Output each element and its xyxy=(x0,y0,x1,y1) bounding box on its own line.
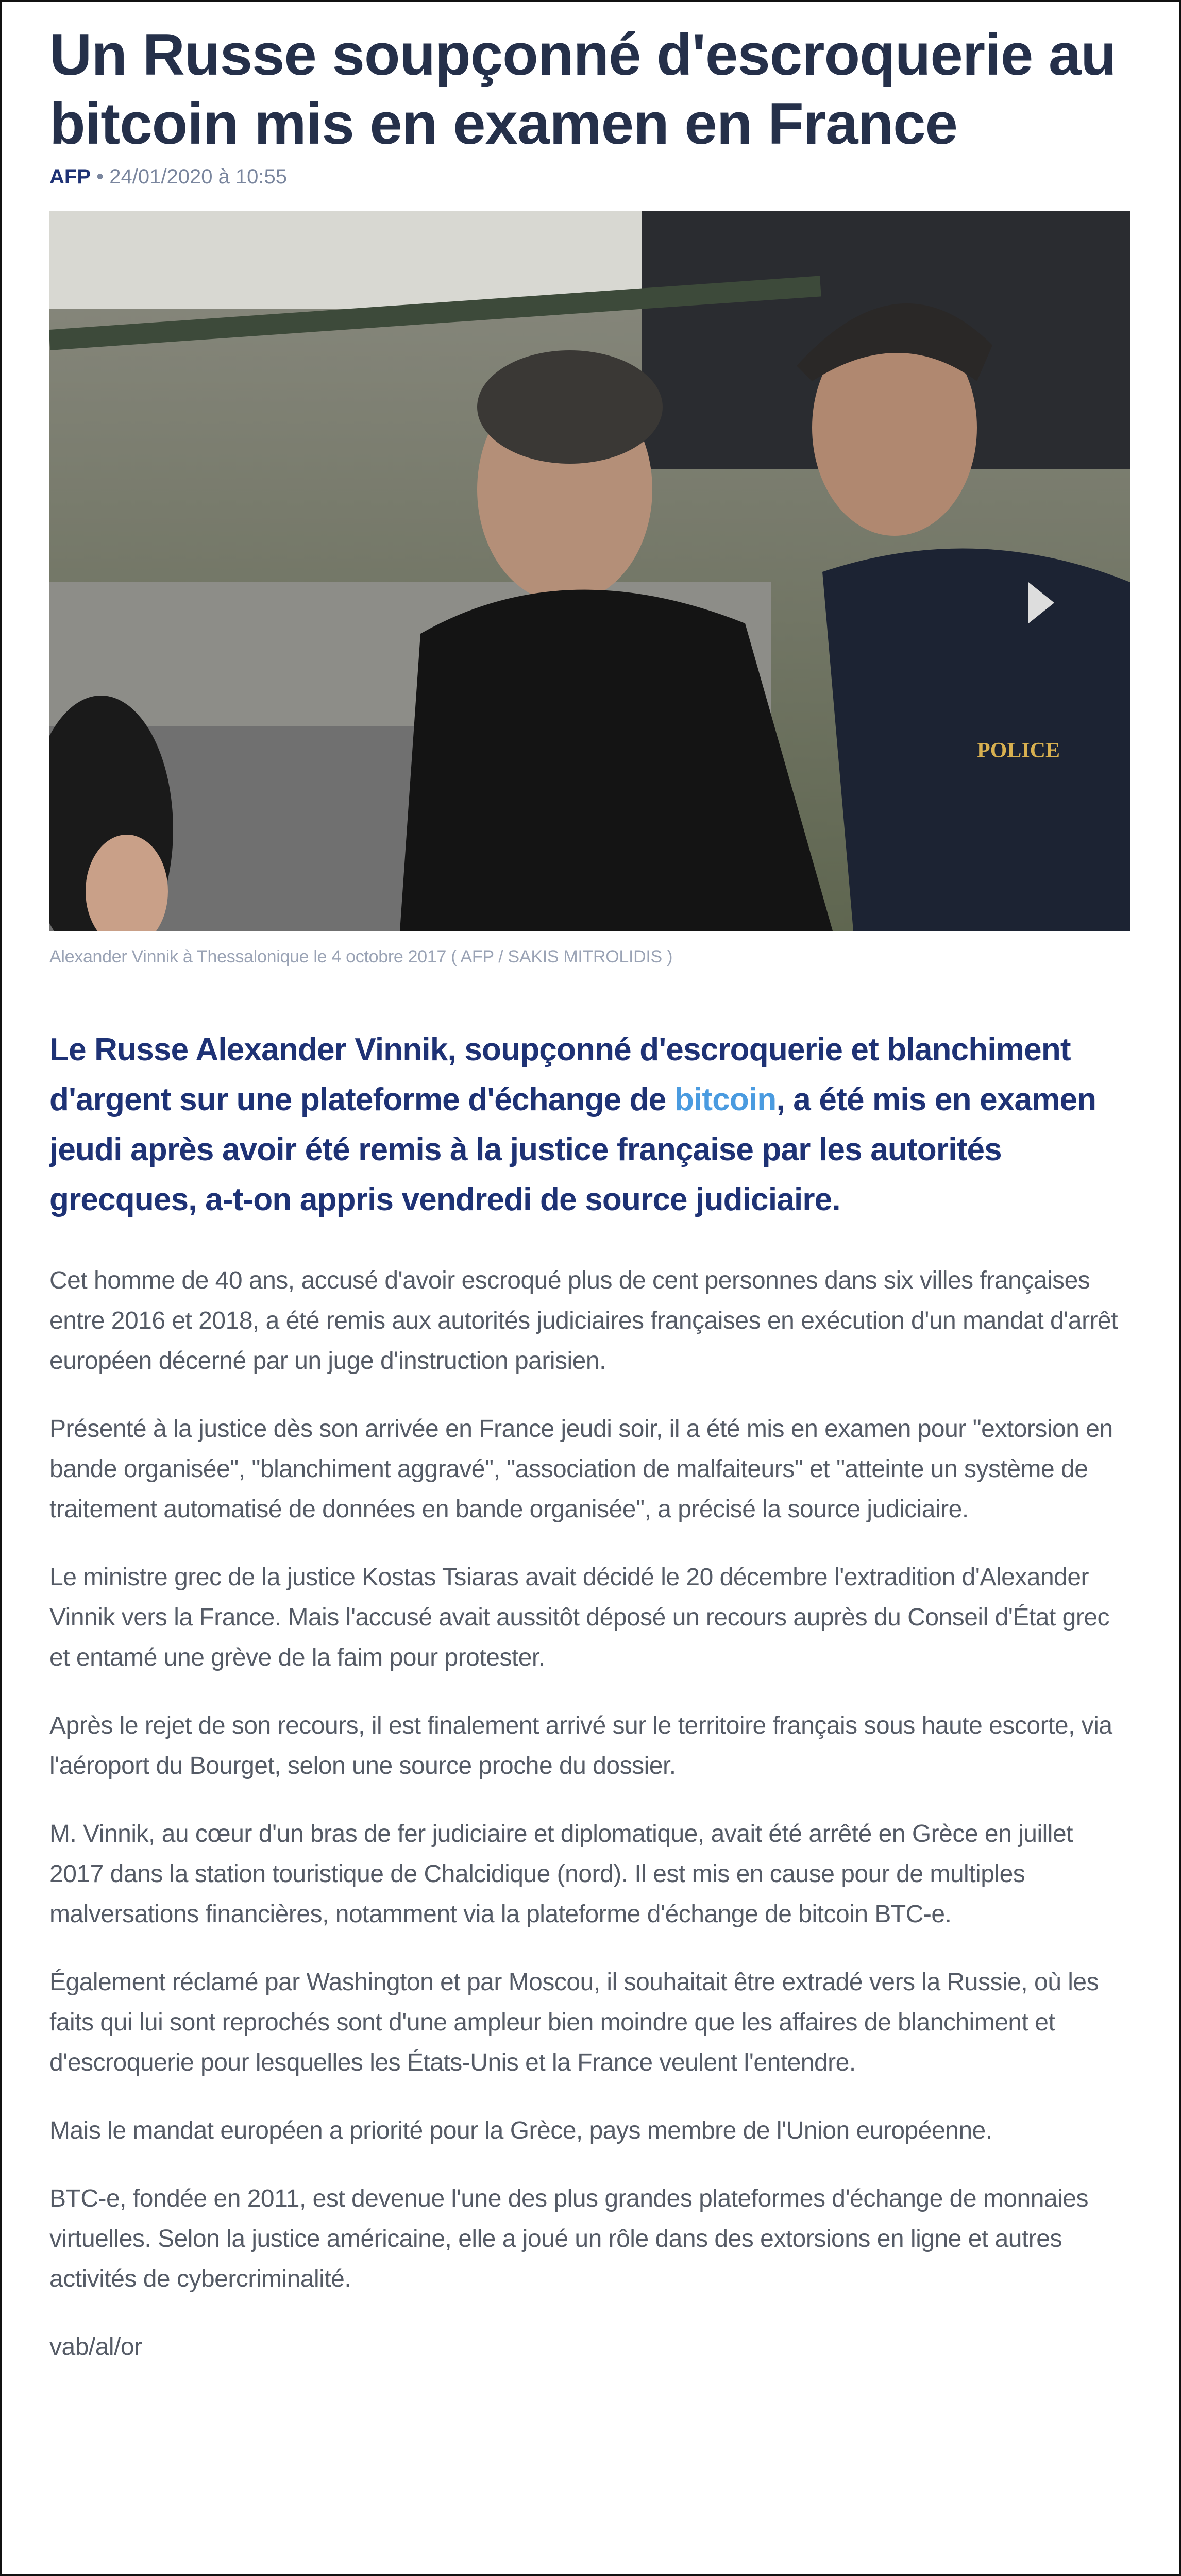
article xyxy=(49,21,1132,2367)
paragraph: BTC-e, fondée en 2011, est devenue l'une des plus grandes plateformes d'échange de monnaies virtuelles. Selon la justice américaine, elle a joué un rôle dans des extorsions en ligne et autres activités de cybercriminalité. xyxy=(49,2185,1088,2293)
paragraph: Après le rejet de son recours, il est finalement arrivé sur le territoire français sous haute escorte, via l'aéroport du Bourget, selon une source proche du dossier. xyxy=(49,1712,1112,1780)
paragraph: Le ministre grec de la justice Kostas Tsiaras avait décidé le 20 décembre l'extradition d'Alexander Vinnik vers la France. Mais l'accusé avait aussitôt déposé un recours auprès du Conseil d'État grec et entamé une grève de la faim pour protester. xyxy=(49,1564,1110,1671)
paragraph: Mais le mandat européen a priorité pour la Grèce, pays membre de l'Union européenne. xyxy=(49,2117,992,2144)
paragraph: Également réclamé par Washington et par Moscou, il souhaitait être extradé vers la Russie, où les faits qui lui sont reprochés sont d'une ampleur bien moindre que les affaires de blanchiment et d'escroquerie pour lesquelles les États-Unis et la France veulent l'entendre. xyxy=(49,1969,1099,2076)
police-badge-text: POLICE xyxy=(977,739,1060,762)
paragraph: M. Vinnik, au cœur d'un bras de fer judiciaire et diplomatique, avait été arrêté en Grèce en juillet 2017 dans la station touristique de Chalcidique (nord). Il est mis en cause pour de multiples malversations financières, notamment via la plateforme d'échange de bitcoin BTC-e. xyxy=(49,1820,1073,1928)
article-lead xyxy=(49,1025,1132,1225)
byline-separator: • xyxy=(96,165,104,188)
byline xyxy=(49,164,1132,190)
paragraph: Cet homme de 40 ans, accusé d'avoir escroqué plus de cent personnes dans six villes françaises entre 2016 et 2018, a été remis aux autorités judiciaires françaises en exécution d'un mandat d'arrêt européen décerné par un juge d'instruction parisien. xyxy=(49,1267,1118,1375)
article-datetime: 24/01/2020 à 10:55 xyxy=(109,165,288,188)
bitcoin-link[interactable]: bitcoin xyxy=(674,1082,777,1117)
article-title: Un Russe soupçonné d'escroquerie au bitcoin mis en examen en France xyxy=(49,22,1116,157)
article-source[interactable]: AFP xyxy=(49,165,91,188)
lead-text-end: , a été mis en examen jeudi après avoir été remis à la justice française par les autorités grecques, a-t-on appris vendredi de source judiciaire. xyxy=(49,1082,1096,1217)
article-photo xyxy=(49,211,1130,931)
photo-caption: Alexander Vinnik à Thessalonique le 4 octobre 2017 ( AFP / SAKIS MITROLIDIS ) xyxy=(49,947,673,967)
author-initials: vab/al/or xyxy=(49,2333,142,2361)
lead-text: Le Russe Alexander Vinnik, soupçonné d'escroquerie et blanchiment d'argent sur une plateforme d'échange de xyxy=(49,1032,1071,1117)
paragraph: Présenté à la justice dès son arrivée en France jeudi soir, il a été mis en examen pour "extorsion en bande organisée", "blanchiment aggravé", "association de malfaiteurs" et "atteinte un système de traitement automatisé de données en bande organisée", a précisé la source judiciaire. xyxy=(49,1415,1113,1523)
article-body xyxy=(49,1261,1132,2367)
